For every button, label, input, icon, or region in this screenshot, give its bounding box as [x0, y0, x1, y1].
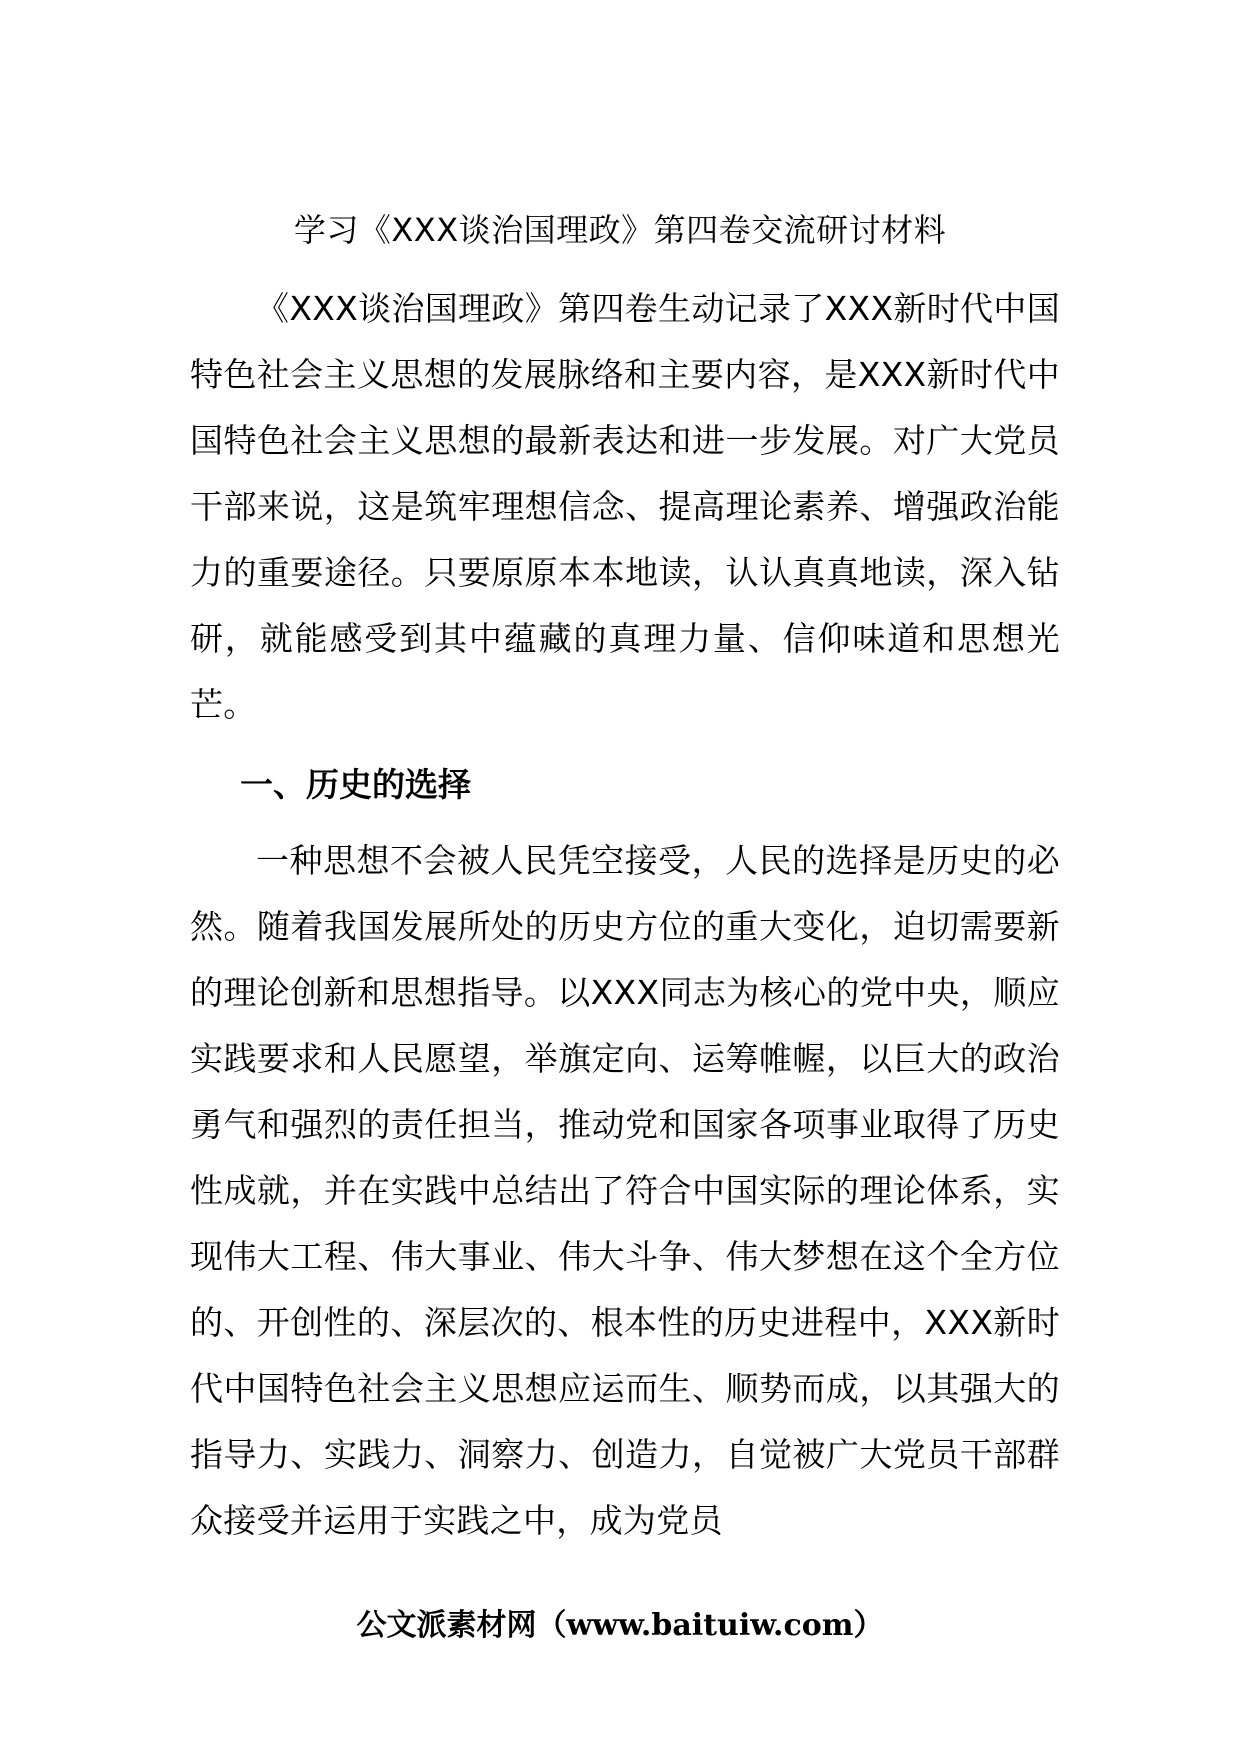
intro-paragraph: 《XXX谈治国理政》第四卷生动记录了XXX新时代中国特色社会主义思想的发展脉络和主要内容，是XXX新时代中国特色社会主义思想的最新表达和进一步发展。对广大党员干部来说，这是筑牢理想信念、提高理论素养、增强政治能力的重要途径。只要原原本本地读，认认真真地读，深入钻研，就能感受到其中蕴藏的真理力量、信仰味道和思想光芒。 [190, 289, 1060, 724]
document-title: 学习《XXX谈治国理政》第四卷交流研讨材料 [293, 211, 947, 249]
footer-watermark: 公文派素材网（www.baituiw.com） [356, 1608, 884, 1643]
section-heading: 一、历史的选择 [240, 765, 471, 804]
section-paragraph: 一种思想不会被人民凭空接受，人民的选择是历史的必然。随着我国发展所处的历史方位的重大变化，迫切需要新的理论创新和思想指导。以XXX同志为核心的党中央，顺应实践要求和人民愿望，举旗定向、运筹帷幄，以巨大的政治勇气和强烈的责任担当，推动党和国家各项事业取得了历史性成就，并在实践中总结出了符合中国实际的理论体系，实现伟大工程、伟大事业、伟大斗争、伟大梦想在这个全方位的、开创性的、深层次的、根本性的历史进程中，XXX新时代中国特色社会主义思想应运而生、顺势而成，以其强大的指导力、实践力、洞察力、创造力，自觉被广大党员干部群众接受并运用于实践之中，成为党员 [190, 841, 1060, 1540]
